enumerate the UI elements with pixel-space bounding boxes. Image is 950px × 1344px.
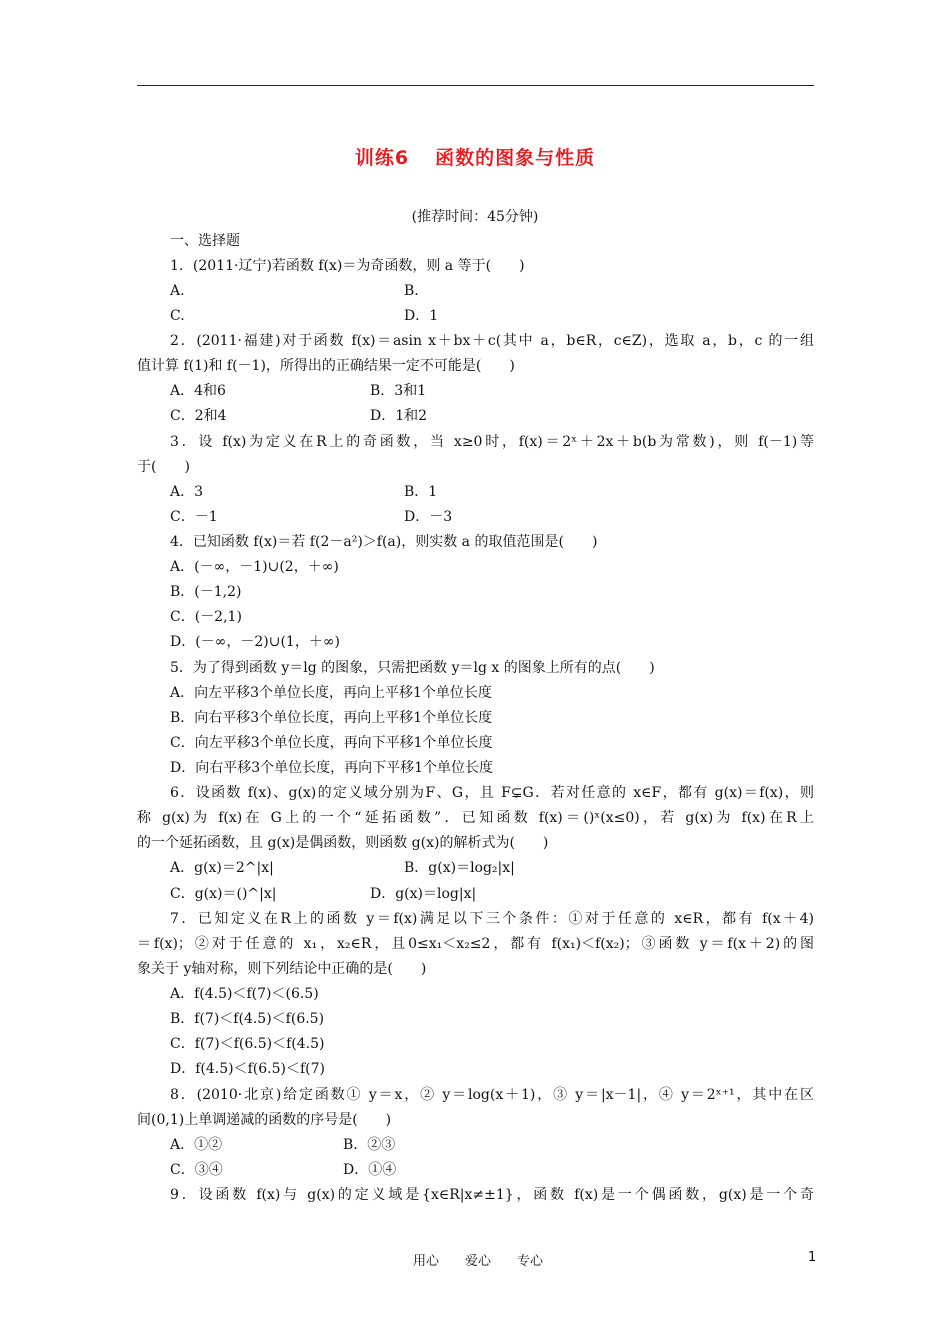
q4-stem: 4．已知函数 f(x)＝若 f(2－a²)＞f(a)，则实数 a 的取值范围是( ) xyxy=(170,534,598,550)
q2-option-b: B．3和1 xyxy=(370,383,427,399)
q3-stem-line1: 3．设 f(x)为定义在R上的奇函数，当 x≥0时，f(x)＝2ˣ＋2x＋b(b为常数)，则 f(－1)等 xyxy=(170,434,814,450)
q6-stem-line1: 6．设函数 f(x)、g(x)的定义域分别为F、G，且 F⊊G．若对任意的 x∈F，都有 g(x)＝f(x)，则 xyxy=(170,785,814,801)
title-part2: 函数的图象与性质 xyxy=(435,147,596,169)
q8-stem-line1: 8．(2010·北京)给定函数① y＝x，② y＝log(x＋1)，③ y＝|x－1|，④ y＝2ˣ⁺¹，其中在区 xyxy=(170,1087,814,1103)
q4-option-d: D．(－∞，－2)∪(1，＋∞) xyxy=(170,634,340,650)
q6-stem-line3: 的一个延拓函数，且 g(x)是偶函数，则函数 g(x)的解析式为( ) xyxy=(137,835,549,851)
q8-option-a: A．①② xyxy=(170,1137,223,1153)
q2-stem-line1: 2．(2011·福建)对于函数 f(x)＝asin x＋bx＋c(其中 a，b∈R，c∈Z)，选取 a，b，c 的一组 xyxy=(170,333,814,349)
q8-stem-line2: 间(0,1)上单调递减的函数的序号是( ) xyxy=(137,1112,392,1128)
q7-stem-line3: 象关于 y轴对称，则下列结论中正确的是( ) xyxy=(137,961,427,977)
q3-option-d: D．－3 xyxy=(404,509,453,525)
q5-option-b: B．向右平移3个单位长度，再向上平移1个单位长度 xyxy=(170,710,493,726)
recommended-time: (推荐时间：45分钟) xyxy=(411,209,539,225)
section-heading: 一、选择题 xyxy=(170,233,240,249)
q7-option-c: C．f(7)＜f(6.5)＜f(4.5) xyxy=(170,1036,325,1052)
q2-option-d: D．1和2 xyxy=(370,408,428,424)
q7-stem-line1: 7．已知定义在R上的函数 y＝f(x)满足以下三个条件：①对于任意的 x∈R，都有 f(x＋4) xyxy=(170,911,814,927)
q6-option-c: C．g(x)＝()^|x| xyxy=(170,886,277,902)
header-rule xyxy=(137,85,814,86)
q3-option-c: C．－1 xyxy=(170,509,218,525)
q8-option-b: B．②③ xyxy=(343,1137,396,1153)
q4-option-b: B．(－1,2) xyxy=(170,584,242,600)
q6-stem-line2: 称 g(x)为 f(x)在 G上的一个“延拓函数”．已知函数 f(x)＝()ˣ(x≤0)，若 g(x)为 f(x)在R上 xyxy=(137,810,814,826)
q8-option-d: D．①④ xyxy=(343,1162,397,1178)
q2-option-a: A．4和6 xyxy=(170,383,226,399)
q6-option-a: A．g(x)＝2^|x| xyxy=(170,860,274,876)
q5-option-a: A．向左平移3个单位长度，再向上平移1个单位长度 xyxy=(170,685,492,701)
q7-option-d: D．f(4.5)＜f(6.5)＜f(7) xyxy=(170,1061,325,1077)
q1-option-b: B. xyxy=(404,283,419,299)
q3-option-b: B．1 xyxy=(404,484,438,500)
q1-option-d: D．1 xyxy=(404,308,439,324)
q7-option-a: A．f(4.5)＜f(7)＜(6.5) xyxy=(170,986,319,1002)
q7-stem-line2: ＝f(x)；②对于任意的 x₁，x₂∈R，且0≤x₁＜x₂≤2，都有 f(x₁)＜f(x₂)；③函数 y＝f(x＋2)的图 xyxy=(137,936,814,952)
q1-option-c: C. xyxy=(170,308,185,324)
q6-option-d: D．g(x)＝log|x| xyxy=(370,886,477,902)
q6-option-b: B．g(x)＝log₂|x| xyxy=(404,860,515,876)
q5-option-c: C．向左平移3个单位长度，再向下平移1个单位长度 xyxy=(170,735,493,751)
footer-text: 用心 爱心 专心 xyxy=(413,1254,544,1269)
q4-option-a: A．(－∞，－1)∪(2，＋∞) xyxy=(170,559,339,575)
page-title xyxy=(0,143,950,170)
q3-stem-line2: 于( ) xyxy=(137,459,190,475)
q2-option-c: C．2和4 xyxy=(170,408,227,424)
q9-stem-line1: 9．设函数 f(x)与 g(x)的定义域是{x∈R|x≠±1}，函数 f(x)是一个偶函数，g(x)是一个奇 xyxy=(170,1187,814,1203)
q4-option-c: C．(－2,1) xyxy=(170,609,242,625)
q5-option-d: D．向右平移3个单位长度，再向下平移1个单位长度 xyxy=(170,760,494,776)
q8-option-c: C．③④ xyxy=(170,1162,223,1178)
title-part1: 训练6 xyxy=(354,147,410,169)
q3-option-a: A．3 xyxy=(170,484,204,500)
q5-stem: 5．为了得到函数 y＝lg 的图象，只需把函数 y＝lg x 的图象上所有的点( ) xyxy=(170,660,655,676)
q1-option-a: A. xyxy=(170,283,185,299)
q2-stem-line2: 值计算 f(1)和 f(－1)，所得出的正确结果一定不可能是( ) xyxy=(137,358,515,374)
q7-option-b: B．f(7)＜f(4.5)＜f(6.5) xyxy=(170,1011,325,1027)
page-number: 1 xyxy=(808,1250,817,1265)
q1-stem: 1．(2011·辽宁)若函数 f(x)＝为奇函数，则 a 等于( ) xyxy=(170,258,525,274)
